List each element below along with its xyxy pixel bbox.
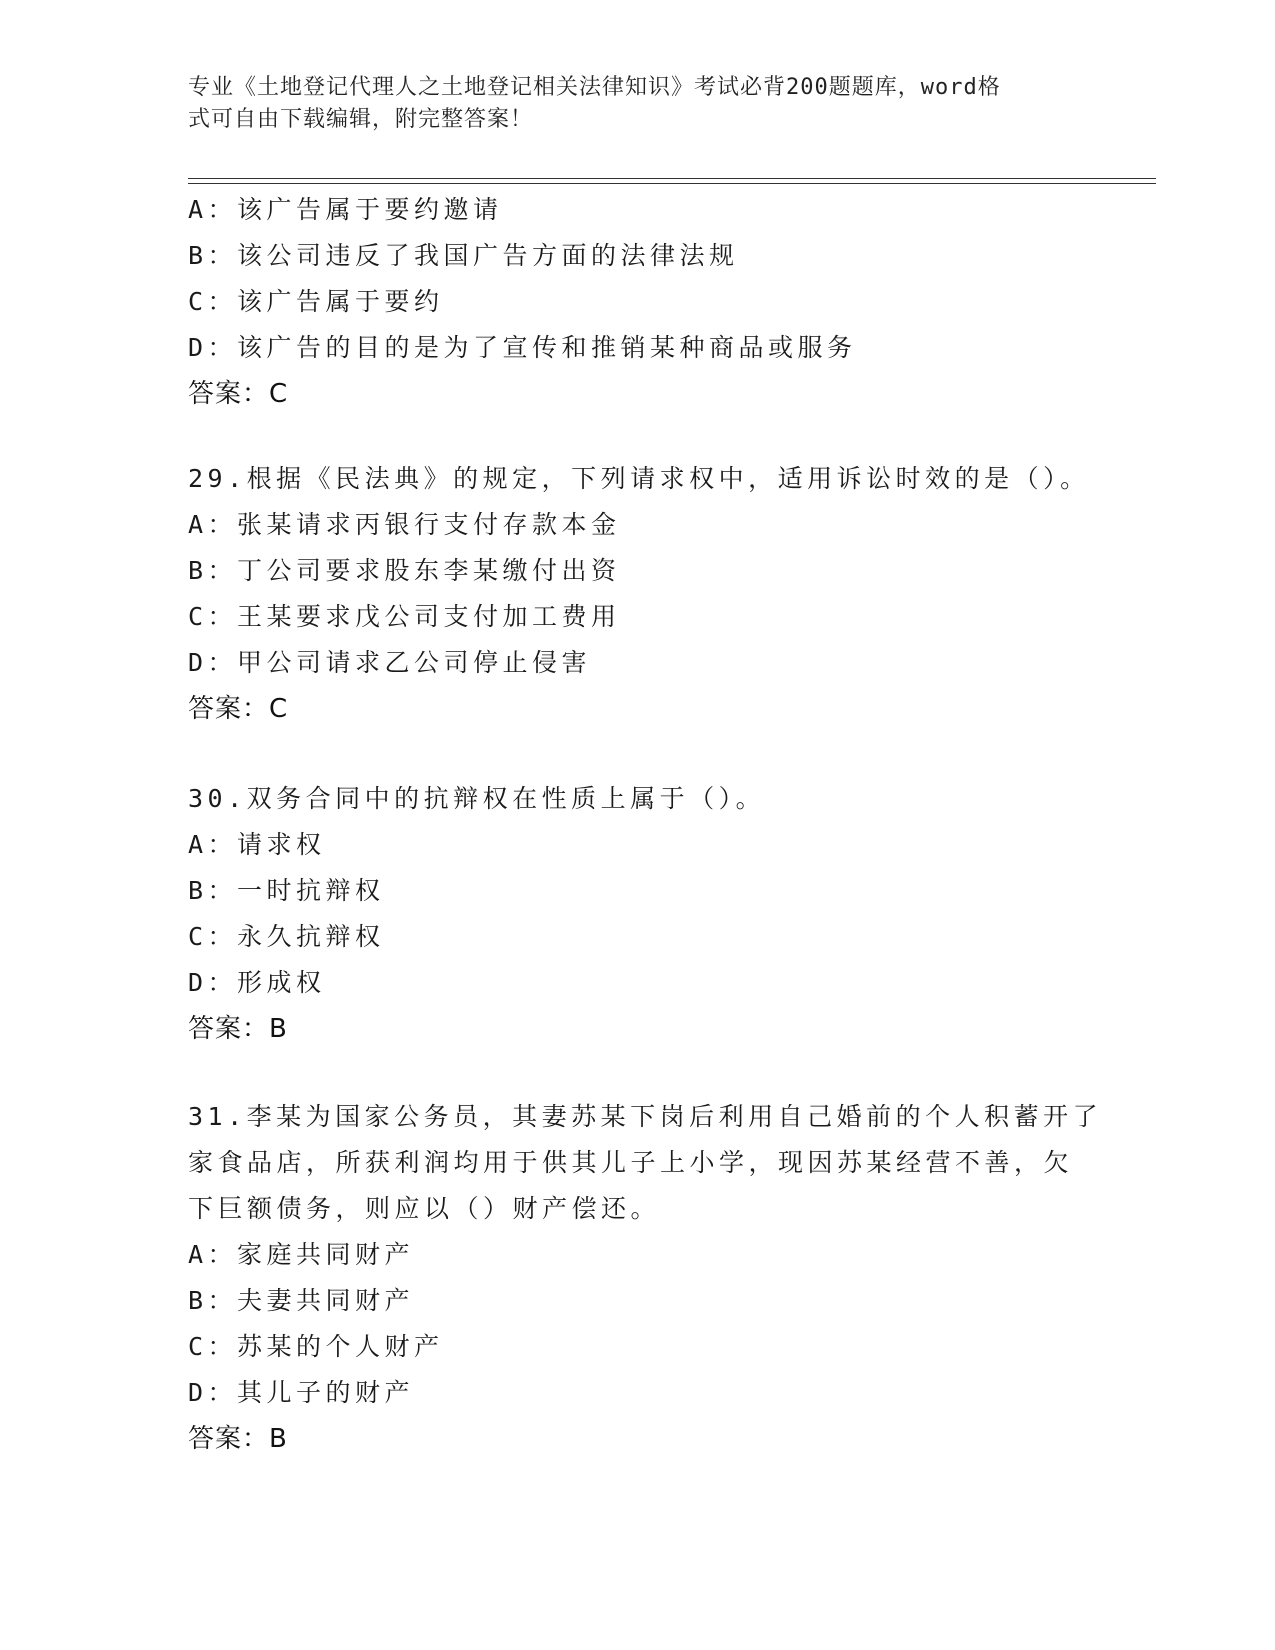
option-a: A：该广告属于要约邀请: [188, 195, 503, 224]
option-d: D：其儿子的财产: [188, 1378, 415, 1407]
option-b: B：丁公司要求股东李某缴付出资: [188, 556, 621, 585]
question-text-line-2: 家食品店，所获利润均用于供其儿子上小学，现因苏某经营不善，欠: [188, 1148, 1074, 1177]
question-29: [188, 456, 1088, 732]
header-divider-bottom: [188, 183, 1156, 184]
option-a: A：请求权: [188, 830, 326, 859]
header-line-2: 式可自由下载编辑，附完整答案！: [188, 107, 534, 132]
question-text-line-1: 31.李某为国家公务员，其妻苏某下岗后利用自己婚前的个人积蓄开了: [188, 1102, 1103, 1131]
header-line-1: 专业《土地登记代理人之土地登记相关法律知识》考试必背200题题库，word格: [188, 75, 1001, 100]
option-b: B：一时抗辩权: [188, 876, 385, 905]
option-b: B：夫妻共同财产: [188, 1286, 415, 1315]
option-a: A：张某请求丙银行支付存款本金: [188, 510, 621, 539]
option-d: D：甲公司请求乙公司停止侵害: [188, 648, 592, 677]
header-divider-top: [188, 178, 1156, 179]
question-text-line-3: 下巨额债务，则应以（）财产偿还。: [188, 1194, 661, 1223]
option-a: A：家庭共同财产: [188, 1240, 415, 1269]
option-c: C：王某要求戊公司支付加工费用: [188, 602, 621, 631]
option-d: D：该广告的目的是为了宣传和推销某种商品或服务: [188, 333, 857, 362]
option-c: C：该广告属于要约: [188, 287, 444, 316]
question-31: [188, 1094, 1103, 1462]
option-d: D：形成权: [188, 968, 326, 997]
question-30: [188, 776, 1088, 1052]
answer: 答案：B: [188, 1014, 288, 1044]
question-text: 29.根据《民法典》的规定，下列请求权中，适用诉讼时效的是（）。: [188, 464, 1090, 493]
option-c: C：永久抗辩权: [188, 922, 385, 951]
document-header: [188, 72, 1068, 136]
answer: 答案：C: [188, 694, 289, 724]
answer: 答案：C: [188, 379, 289, 409]
option-b: B：该公司违反了我国广告方面的法律法规: [188, 241, 739, 270]
answer: 答案：B: [188, 1424, 288, 1454]
option-c: C：苏某的个人财产: [188, 1332, 444, 1361]
question-text: 30.双务合同中的抗辩权在性质上属于（）。: [188, 784, 766, 813]
question-28: [188, 187, 1088, 417]
